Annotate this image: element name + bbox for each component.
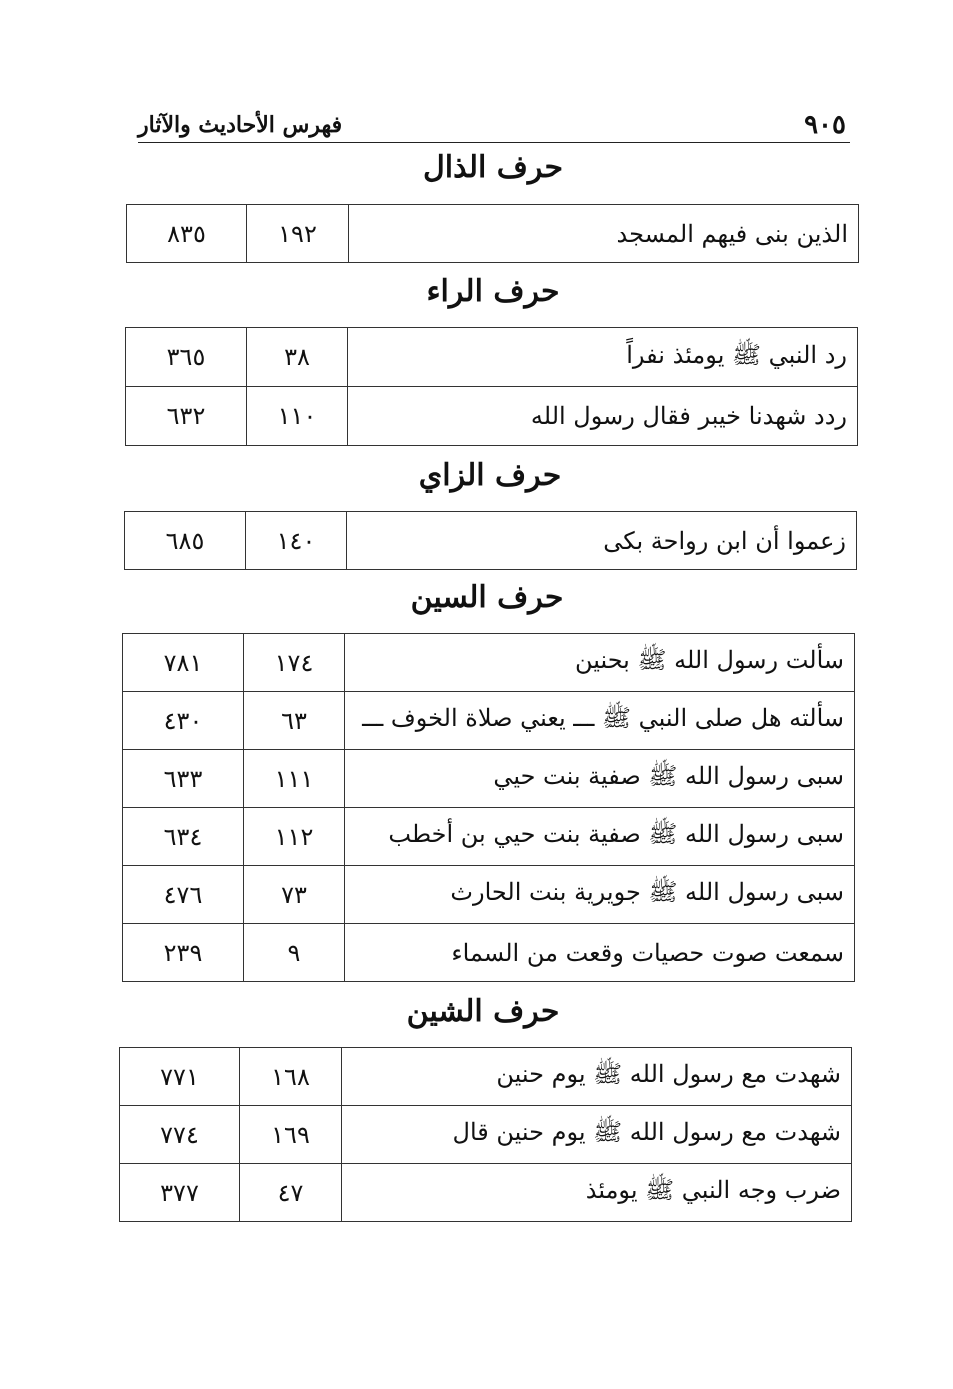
table-row [120,1164,852,1222]
table-row [126,328,858,387]
running-title: فهرس الأحاديث والآثار [138,112,343,138]
hadith-number: ١٤٠ [246,512,347,570]
page-ref: ٧٧١ [120,1048,240,1106]
hadith-text: سبى رسول الله ﷺ صفية بنت حيي بن أخطب [345,808,855,866]
table-row [123,750,855,808]
index-table [124,511,857,570]
table-row [125,512,857,570]
hadith-text: رد النبي ﷺ يومئذ نفراً [348,328,858,387]
hadith-number: ٤٧ [240,1164,342,1222]
page-ref: ٨٣٥ [127,205,247,263]
hadith-number: ٧٣ [244,866,345,924]
hadith-text: زعموا أن ابن رواحة بكى [347,512,857,570]
section-title: حرف الذال [423,150,563,185]
section-title: حرف الشين [406,994,560,1029]
table-row [123,924,855,982]
page-ref: ٣٧٧ [120,1164,240,1222]
section-title: حرف الزاي [418,458,562,493]
page-ref: ٤٧٦ [123,866,244,924]
hadith-text: سبى رسول الله ﷺ صفية بنت حيي [345,750,855,808]
hadith-number: ١١١ [244,750,345,808]
hadith-number: ١٦٩ [240,1106,342,1164]
index-table [126,204,859,263]
page-header [138,106,850,143]
page-ref: ٤٣٠ [123,692,244,750]
hadith-number: ١٩٢ [247,205,349,263]
table-row [123,634,855,692]
page-number: ٩٠٥ [804,110,846,140]
table-row [120,1048,852,1106]
page-ref: ٦٣٢ [126,387,247,446]
table-row [123,692,855,750]
hadith-text: سمعت صوت حصيات وقعت من السماء [345,924,855,982]
page-ref: ٢٣٩ [123,924,244,982]
section-title: حرف السين [410,580,564,615]
table-row [123,866,855,924]
hadith-text: سألت رسول الله ﷺ بحنين [345,634,855,692]
section-title: حرف الراء [426,274,560,309]
hadith-number: ٣٨ [247,328,348,387]
hadith-number: ٩ [244,924,345,982]
table-row [120,1106,852,1164]
table-row [127,205,859,263]
hadith-number: ١١٠ [247,387,348,446]
index-table [119,1047,852,1222]
hadith-number: ١٧٤ [244,634,345,692]
page-ref: ٦٨٥ [125,512,246,570]
hadith-number: ١١٢ [244,808,345,866]
page-ref: ٧٨١ [123,634,244,692]
table-row [123,808,855,866]
hadith-text: ردد شهدنا خيبر فقال رسول الله [348,387,858,446]
hadith-text: سبى رسول الله ﷺ جويرية بنت الحارث [345,866,855,924]
page-ref: ٣٦٥ [126,328,247,387]
hadith-text: ضرب وجه النبي ﷺ يومئذ [342,1164,852,1222]
hadith-number: ١٦٨ [240,1048,342,1106]
page-ref: ٦٣٤ [123,808,244,866]
hadith-text: الذين بنى فيهم المسجد [349,205,859,263]
index-table [125,327,858,446]
page-ref: ٦٣٣ [123,750,244,808]
hadith-text: شهدت مع رسول الله ﷺ يوم حنين قال [342,1106,852,1164]
hadith-text: شهدت مع رسول الله ﷺ يوم حنين [342,1048,852,1106]
index-table [122,633,855,982]
table-row [126,387,858,446]
hadith-text: سألته هل صلى النبي ﷺ ـــ يعني صلاة الخوف ـــ [345,692,855,750]
hadith-number: ٦٣ [244,692,345,750]
page-ref: ٧٧٤ [120,1106,240,1164]
